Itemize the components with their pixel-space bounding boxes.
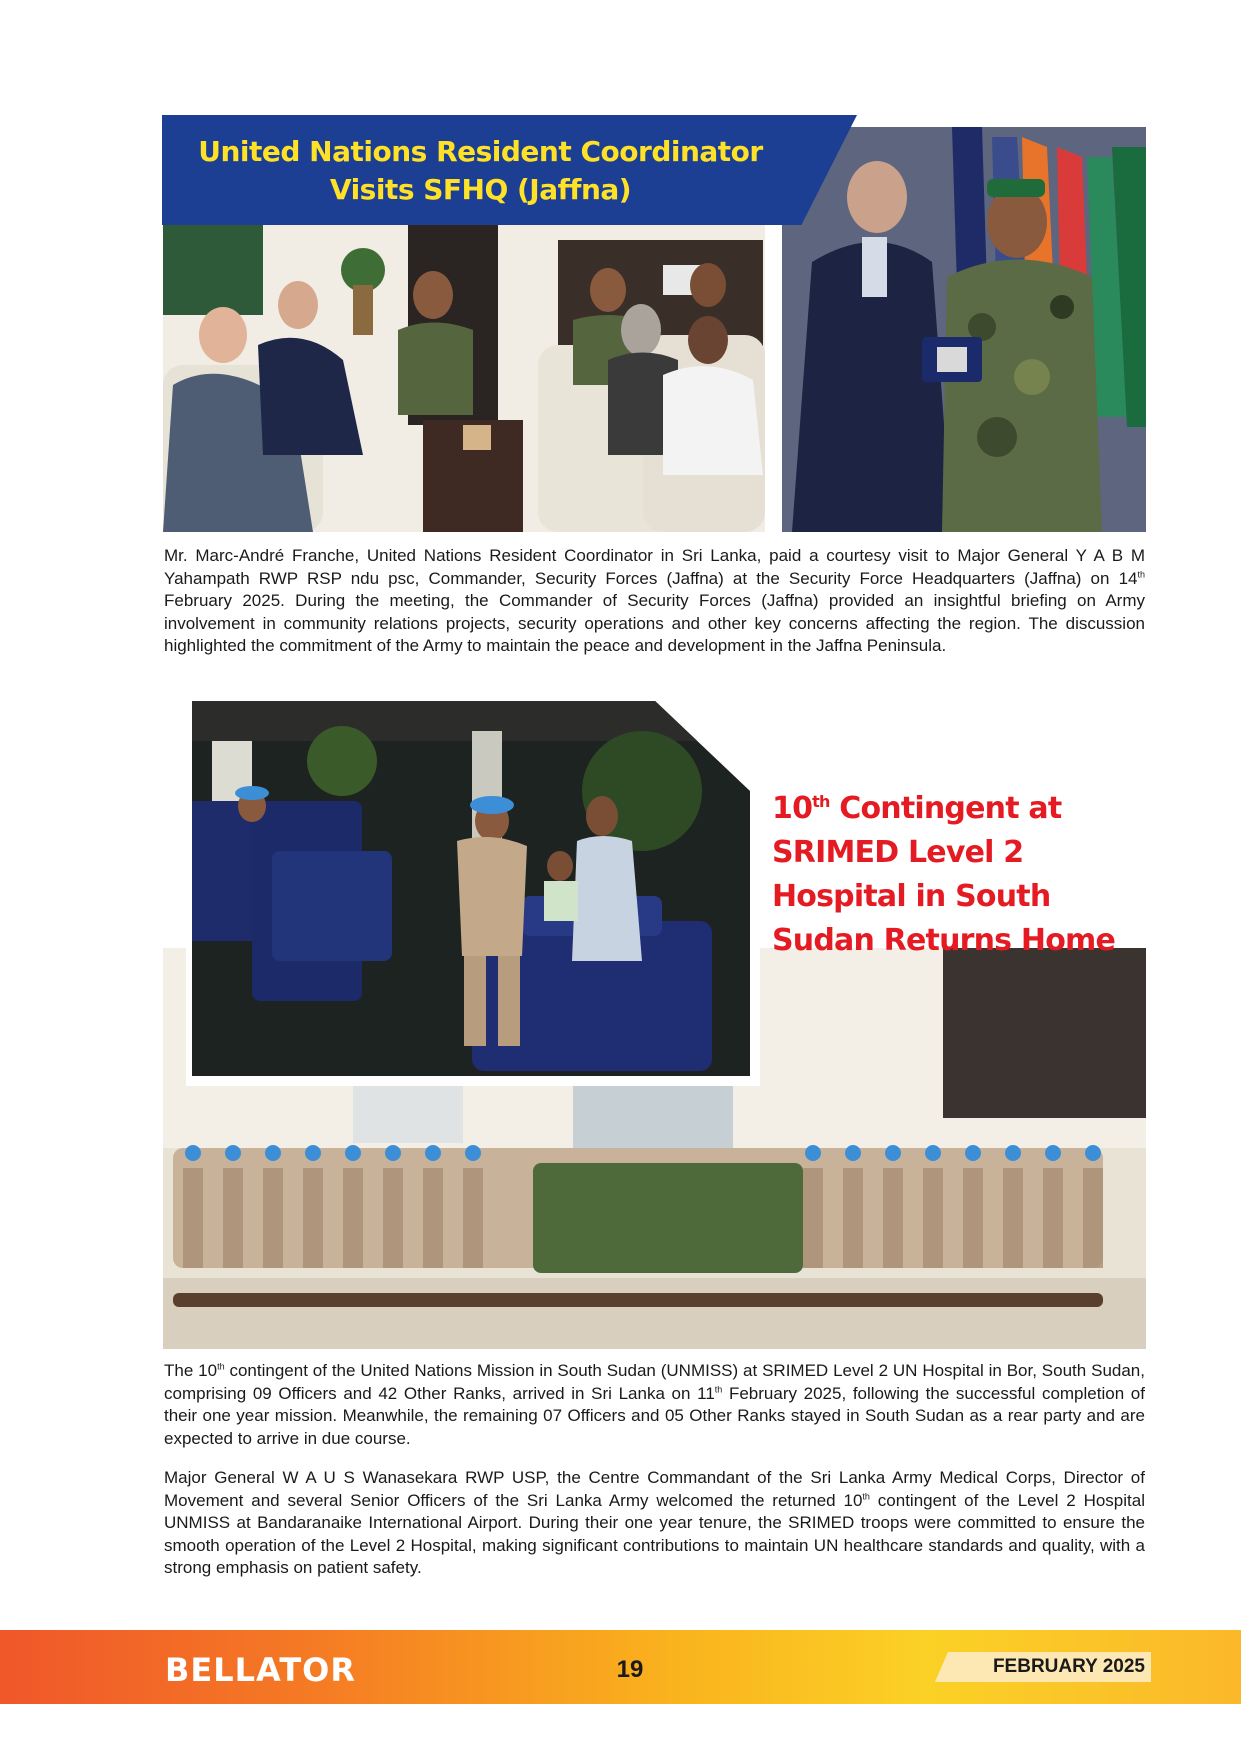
section1-title-line1: United Nations Resident Coordinator bbox=[198, 135, 763, 168]
photo-arrival-luggage bbox=[192, 701, 750, 1076]
magazine-logo: BELLATOR bbox=[165, 1651, 356, 1689]
section1-paragraph: Mr. Marc-André Franche, United Nations Resident Coordinator in Sri Lanka, paid a courtesy visit to Major General Y A B M Yahampath RWP RSP ndu psc, Commander, Security Forces (Jaffna) at the Security Force Headquarters (Jaffna) on 14th February 2025. During the meeting, the Commander of Security Forces (Jaffna) provided an insightful briefing on Army involvement in community relations projects, security operations and other key concerns affecting the region. The discussion highlighted the commitment of the Army to maintain the peace and development in the Jaffna Peninsula. bbox=[164, 546, 1145, 655]
photo-meeting-room bbox=[163, 225, 765, 532]
photo-handshake-flags bbox=[782, 127, 1146, 532]
section2-paragraph-1: The 10th contingent of the United Nations Mission in South Sudan (UNMISS) at SRIMED Level 2 UN Hospital in Bor, South Sudan, comprising 09 Officers and 42 Other Ranks, arrived in Sri Lanka on 11th February 2025, following the successful completion of their one year mission. Meanwhile, the remaining 07 Officers and 05 Other Ranks stayed in South Sudan as a rear party and are expected to arrive in due course. bbox=[164, 1361, 1145, 1448]
section2-paragraph-2: Major General W A U S Wanasekara RWP USP, the Centre Commandant of the Sri Lanka Army Medical Corps, Director of Movement and several Senior Officers of the Sri Lanka Army welcomed the returned 10th contingent of the Level 2 Hospital UNMISS at Bandaranaike International Airport. During their one year tenure, the SRIMED troops were committed to ensure the smooth operation of the Level 2 Hospital, making significant contributions to maintain UN healthcare standards and quality, with a strong emphasis on patient safety. bbox=[164, 1468, 1145, 1577]
issue-date: FEBRUARY 2025 bbox=[992, 1656, 1145, 1677]
section2-title: 10th Contingent at SRIMED Level 2 Hospital in South Sudan Returns Home bbox=[772, 791, 1116, 958]
section1-title bbox=[162, 133, 799, 209]
section1-title-line2: Visits SFHQ (Jaffna) bbox=[329, 173, 632, 206]
page-number: 19 bbox=[616, 1656, 644, 1683]
